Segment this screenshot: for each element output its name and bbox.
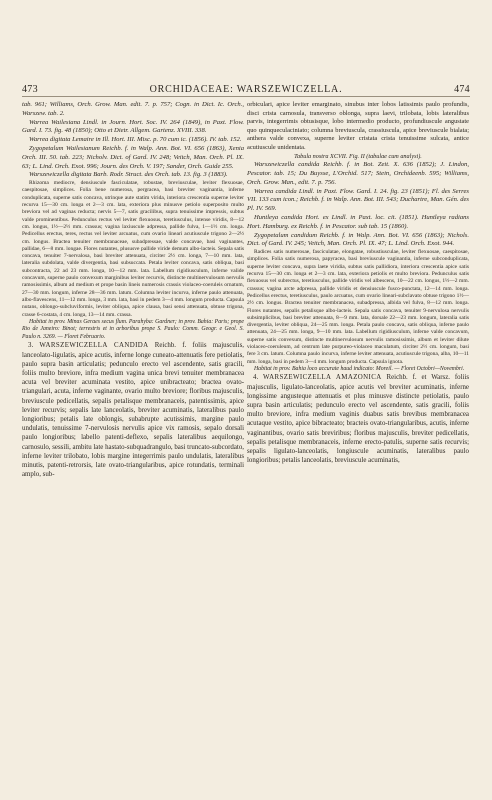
left-column — [22, 101, 244, 479]
citation: Zygopetalum candidum Reichb. f. in Walp. Ann. Bot. VI. 656 (1863); Nichols. Dict. of Gard. IV. 245; Veitch, Man. Orch. Pl. IX. 47; L. Lind. Orch. Exot. 944. — [247, 231, 469, 248]
species-heading — [22, 341, 244, 479]
habitat-note: Habitat in prov. Minas Geraes secus flum. Parahyba: Gardner; in prov. Bahia: Paris; prope Rio de Janeiro: Binot; terrestris et in arboribus prope S. Paulo: Comm. Geogr. e Geol. S. Paulo n. 3269. — Floret Februario. — [22, 318, 244, 340]
species-author: Reichb. f. — [386, 374, 417, 382]
species-description: Radices satis numerosae, fasciculatae, elongatae, robustiusculae, leviter flexuosae, caespitosae, simplices. Folia satis numerosa, papyracea, basi breviuscule vaginantia, inferne subconduplicata, superne leviter concava, supra laete viridia, subtus satis pallidiora, interiora crescentia apice satis recurva 15—30 cm. longa et 2—3 cm. lata, exteriora petiolis et multo breviora. Pedunculus satis flexuosus vel subrectus, teretiusculus, pallide viridis vel albescens, 10—22 cm. longus, 1½—2 mm. crassus; vagina arcte adpressa, pallide viridis et densiuscule fusco-punctata, 12—14 mm. longa. Pedicellus erectus, teretiusculus, paulo arcuatus, cum ovario lineari-subclavato obtuse trigono 1½—2½ cm. longus. Bractea tenuiter membranacea, subadpressa, albida vel fulva, 8—12 mm. longa. Flores nutantes, sepalis petalisque albo-lacteis. Sepala satis concava, tenuiter 9-nervulosa nervulis subsimplicibus, basi breviter attenuata, 8—9 mm. lata, dorsale 22—23 mm. longum, lateralia satis divergentia, leviter obliqua, 24—25 mm. longa. Petala paulo concava, satis obliqua, inferne paulo attenuata, 24—25 mm. longa, 9—10 mm. lata. Labellum rigidiusculum, inferne valde concavum, superne satis convexum, distincte multinervulosum nervulis ramosissimis, album et leviter dilute violaceo-coeruleum, ad centrum late purpureo-violaceo maculatum, circiter 2½ cm. longum, basi fere 3 cm. latum. Columna paulo incurva, inferne leviter attenuata, acutiuscule trigona, alba, 10—11 mm. longa, basi in pedem 3—4 mm. longum producta. Capsula ignota. — [247, 249, 469, 365]
diagnosis-continuation: orbiculari, apice leviter emarginato, sinubus inter lobos latissimis paulo profundis, disci crista carnosula, transverso oblonga, supra laevi, trilobata, lobis lateralibus parvis, integerrimis obtusisque, lobo intermedio producto, profundiuscule angustate quo quinqueculaciniato; columna breviuscula, crassiuscula, apice breviuscule bialata; anthera valde convexa, superne leviter cristata crista tenuissime sulcata, antice acutiuscule unidentata. — [247, 101, 469, 151]
species-number: 4. — [253, 374, 259, 382]
citation: Warszewiczella candida Reichb. f. in Bot. Zeit. X. 636 (1852); J. Lindon, Pescator. tab. 15; Du Buysse, L'Orchid. 517; Stein, Orchideenb. 595; Williams, Orch. Grow. Man., edit. 7. p. 756. — [247, 161, 469, 186]
citation: Warszewiczella digitata Barb. Rodr. Struct. des Orch. tab. 13. fig. 3 (1883). — [29, 171, 228, 179]
species-diagnosis: foliis majusculis, lanceolato-ligulatis, apice acutis, inferne longe cuneato-attenuatis fere petiolatis, paulo supra basin articulatis; pedunculo erecto vel ascendente, satis gracili, foliis multo breviore, infra medium vagina unica brevi tenuiter membranacea acuta vel breviter acuminata vestito, apice unibracteato; bractea ovato-triangulari, acuta, inferne vaginante, ovario multo breviore; floribus majusculis, breviuscule pedicellatis, sepalis petalisque membranaceis, patentissimis, apice leviter recurvis; sepalis late lanceolatis, breviter acuminatis, lateralibus paulo longioribus; petalis late oblongis, subabrupte acutissimis, margine paulo undulatis, tenuissime 7-nervulosis nervulis apice vix ramosis, sepalo dorsali paulo longioribus; labello patenti-deflexo, sepalis lateralibus aequilongo, carnosulo, sessili, ambitu late hastato-subquadrangulo, basi truncato-subcordato, inferne leviter trilobato, lobis margine integerrimis paulo undulatis, lateralibus minutis, patenti-retrorsis, late ovato-triangularibus, apice rotundatis, terminali amplo, sub- — [22, 342, 244, 479]
citation: Warrea candida Lindl. in Paxt. Flow. Gard. I. 24. fig. 23 (1851); Fl. des Serres VII. 133 cum icon.; Reichb. f. in Walp. Ann. Bot. III. 543; Duchartre, Man. Gén. des Pl. IV. 569. — [247, 187, 469, 213]
species-description: Rhizoma mediocre, densiuscule fasciculatae, robustae, breviusculae, leviter flexuosae, caespitosae, simplices. Folia bene numerosa, pergracea, basi breviter vaginantia, inferne conduplicata, superne satis concava, utrinque aute statim virida, interiora crescentia superne leviter recurva 15—30 cm. longa et 2—3 cm. lata, exteriora plus minusve petiolo superposito multo breviora vel ad vaginas reducta; nervis 5—7, satis gracilibus, supra tenuissime impressis, subtus valde prominentibus. Pedunculus rectus vel leviter flexuosus, teretiusculus, intense viridis, 8—12 cm. longus, 1½—2½ mm. crassus; vagina laxiuscule adpressa, pallide fulva, 1—1½ cm. longa. Pedicellus erectus, teres, rectus vel leviter arcuatus, cum ovario lineari acutiuscule trigono 2—2½ cm. longus. Bractea tenuiter membranaceae, subadpressae, valde concavae, basi vaginantes, pallidae, 6—8 mm. longae. Flores nutantes, plususve pallide viride demum albo-lacteis. Sepala satis concava, tenuiter 7-nervalosa, basi breviter attenuata, circiter 2½ cm. longa, 7—10 mm. lata, lateralia subdolata, valde divergentia, basi subsuccata. Petala leviter concava, satis obliqua, basi subcontracta, 22 ad 23 mm. longa, 10—12 mm. lata. Labellum rigidiusculum, inferne valide concavum, superne paulo convexum marginibus leviter recurvis, distincte multinervulosum nervulis ramosissimis, album ad medium et prope basin lineis numerosis crassis violaceo-coeruleis ornatum, 27—30 mm. longum, inferne 28—36 mm. latum. Columna leviter incurva, inferne paulo attenuata, albo-flavescens, 11—12 mm. longa, 3 mm. lata, basi in pedem 3—4 mm. longum producta. Capsula nutans, oblongo-subcluviformis, leviter obliqua, apice clausa, basi sensi attenuata, obtuse trigona, crasse 6-costata, 4 cm. longa, 13—14 mm. crassa. — [22, 180, 244, 318]
species-number: 3. — [28, 342, 34, 350]
species-name: WARSZEWICZELLA AMAZONICA — [263, 374, 382, 382]
left-page-number: 473 — [22, 84, 38, 95]
citation: Huntleya candida Hort. ex Lindl. in Paxt. loc. cit. (1851). Huntleya radians Hort. Hamburg. ex Reichb. f. in Pescator. sub tab. 15 (1860). — [247, 213, 469, 230]
habitat-note: Habitat in prov. Bahia loco accurate haud indicato: Moreil. — Floret Octobri—Novembri. — [254, 365, 465, 372]
running-header — [22, 84, 470, 95]
species-name: WARSZEWICZELLA CANDIDA — [39, 342, 149, 350]
citation: Warrea Wailesiana Lindl. in Journ. Hort. Soc. IV. 264 (1849), in Paxt. Flow. Gard. I. 73. fig. 48 (1850); Otto et Dietr. Allgem. Gartenz. XVIII. 338. — [22, 118, 244, 135]
citation: Warrea digitata Lemaire in Ill. Hort. III. Misc. p. 70 cum ic. (1856). IV. tab. 152. — [29, 136, 242, 144]
citation: Zygopetalum Wailesianum Reichb. f. in Walp. Ann. Bot. VI. 656 (1863), Xenia Orch. III. 50. tab. 223; Nicholv. Dict. of Gard. IV. 248; Veitch, Man. Orch. Pl. IX. 63; L. Lind. Orch. Exot. 996; Journ. des Orch. V. 197; Sander, Orch. Guide 255. — [22, 144, 244, 170]
plate-reference: Tabula nostra XCVII. Fig. II (tabulae cum analysi). — [294, 152, 422, 160]
species-author: Reichb. f. — [154, 342, 187, 350]
species-heading — [247, 373, 469, 465]
running-title: ORCHIDACEAE: WARSZEWICZELLA. — [149, 84, 343, 95]
header-rule — [22, 96, 470, 97]
species-diagnosis: et Warsz. foliis majusculis, ligulato-lanceolatis, apice acutis vel breviter acuminatis, inferne longissime angusteque attenuatis et plus minusve distincte petiolatis, paulo supra basin articulatis; pedunculo erecto vel ascendente, satis gracili, foliis multo breviore, infra medium vaginis duabus satis brevibus membranacea acutaque vestito, apice bibracteato; bracteis ovato-triangularibus, acutis, inferne vaginantibus, ovario satis breviribus; floribus majusculis, breviter pedicellatis, sepalis petalisque membranaceis, inferne erecto-patulis, superne satis recurvis; sepalis ligulato-lanceolatis, longiuscule acuminatis, lateralibus paulo longioribus; petalis lanceolatis, breviuscule acuminatis, — [247, 374, 470, 465]
right-page-number: 474 — [454, 84, 470, 95]
right-column — [247, 101, 469, 465]
citation: tab. 961; Williams, Orch. Grow. Man. edit. 7. p. 757; Cogn. in Dict. Ic. Orch., Warszew. tab. 2. — [22, 101, 244, 117]
